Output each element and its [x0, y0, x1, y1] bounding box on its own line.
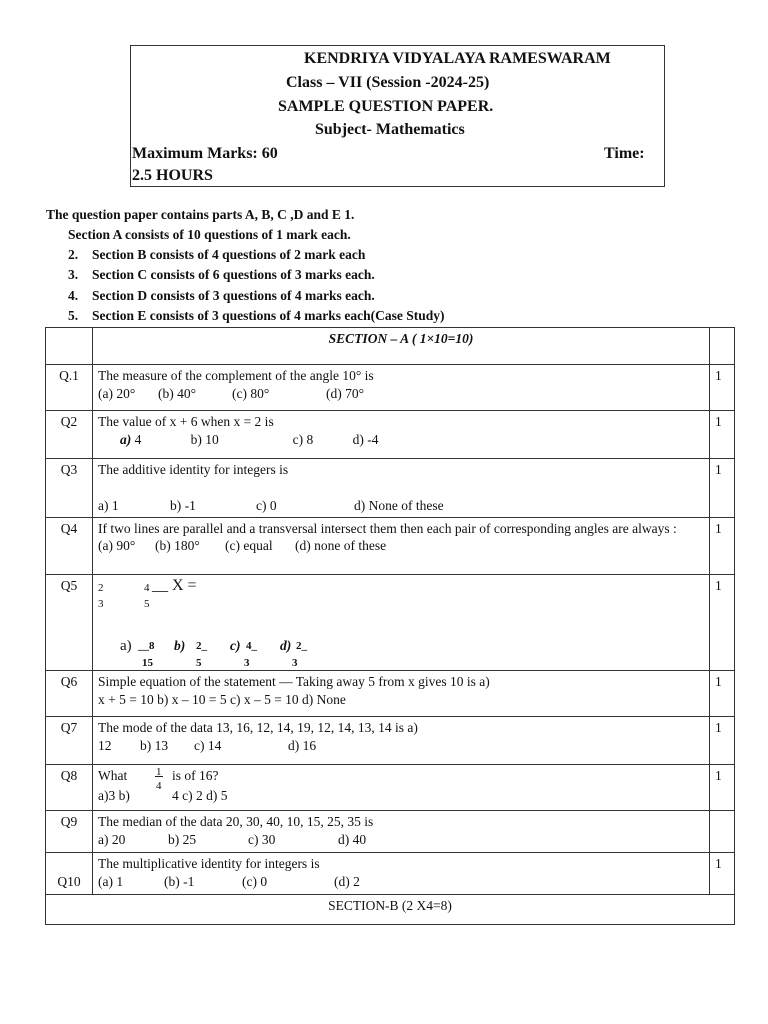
question-marks: 1 [710, 765, 735, 811]
question-body [93, 717, 710, 765]
question-row [46, 518, 735, 575]
question-body [93, 411, 710, 459]
instruction-item: 5. Section E consists of 3 questions of 4 marks each(Case Study) [68, 308, 445, 323]
question-text: The median of the data 20, 30, 40, 10, 15, 25, 35 is [98, 814, 374, 829]
question-table [45, 327, 735, 925]
instruction-line-1: Section A consists of 10 questions of 1 mark each. [68, 227, 351, 242]
question-body [93, 518, 710, 575]
question-number: Q10 [46, 853, 93, 895]
question-body [93, 575, 710, 671]
question-number: Q4 [46, 518, 93, 575]
question-text: The additive identity for integers is [98, 462, 289, 477]
time-label: Time: [604, 145, 645, 162]
instruction-item: 4. Section D consists of 3 questions of 4 marks each. [68, 288, 375, 303]
question-row [46, 365, 735, 411]
question-body [93, 765, 710, 811]
class-session: Class – VII (Session -2024-25) [286, 74, 490, 91]
instruction-item: 2. Section B consists of 4 questions of 2 mark each [68, 247, 366, 262]
subject: Subject- Mathematics [315, 121, 465, 138]
paper-header [130, 45, 665, 187]
question-marks: 1 [710, 671, 735, 717]
question-marks: 1 [710, 411, 735, 459]
fraction-question: 2 4 __ X = 3 5 a) __8 15 b) 2_ 5 c) 4_ 3 d) 2_ 3 [98, 577, 307, 669]
question-row [46, 853, 735, 895]
question-number: Q6 [46, 671, 93, 717]
question-body [93, 365, 710, 411]
question-number: Q5 [46, 575, 93, 671]
paper-title: SAMPLE QUESTION PAPER. [278, 98, 494, 115]
fraction-question: What 1 4 is of 16? a)3 b) 4 c) 2 d) 5 [98, 766, 228, 803]
duration: 2.5 HOURS [132, 167, 213, 184]
question-marks [710, 811, 735, 853]
question-body [93, 459, 710, 518]
question-row [46, 459, 735, 518]
question-marks: 1 [710, 459, 735, 518]
question-marks: 1 [710, 717, 735, 765]
section-b-row [46, 895, 735, 925]
question-number: Q9 [46, 811, 93, 853]
question-text: The value of x + 6 when x = 2 is [98, 414, 274, 429]
question-options: a) 20 b) 25 c) 30 d) 40 [98, 832, 367, 847]
question-row [46, 765, 735, 811]
max-marks: Maximum Marks: 60 [132, 145, 278, 162]
question-text: The mode of the data 13, 16, 12, 14, 19, 12, 14, 13, 14 is a) [98, 720, 418, 735]
instructions-intro: The question paper contains parts A, B, C ,D and E 1. [46, 207, 355, 222]
school-name: KENDRIYA VIDYALAYA RAMESWARAM [304, 50, 611, 67]
question-row [46, 717, 735, 765]
question-number: Q.1 [46, 365, 93, 411]
question-number: Q2 [46, 411, 93, 459]
question-options: x + 5 = 10 b) x – 10 = 5 c) x – 5 = 10 d) None [98, 692, 346, 707]
question-number: Q3 [46, 459, 93, 518]
question-marks: 1 [710, 853, 735, 895]
question-row [46, 811, 735, 853]
section-b-title: SECTION-B (2 X4=8) [46, 895, 735, 925]
question-marks: 1 [710, 518, 735, 575]
question-marks: 1 [710, 365, 735, 411]
question-body [93, 671, 710, 717]
question-number: Q7 [46, 717, 93, 765]
question-marks: 1 [710, 575, 735, 671]
question-body [93, 811, 710, 853]
section-a-row [46, 328, 735, 365]
question-text: Simple equation of the statement — Taking away 5 from x gives 10 is a) [98, 674, 490, 689]
question-text: The multiplicative identity for integers is [98, 856, 320, 871]
question-options: a) 4 b) 10 c) 8 d) -4 [120, 432, 379, 447]
question-row [46, 411, 735, 459]
question-text: If two lines are parallel and a transversal intersect them then each pair of corresponding angles are always : [98, 521, 677, 536]
question-body [93, 853, 710, 895]
section-a-title: SECTION – A ( 1×10=10) [93, 328, 710, 365]
question-row [46, 575, 735, 671]
question-options: (a) 90° (b) 180° (c) equal (d) none of these [98, 538, 387, 553]
question-options: (a) 20° (b) 40° (c) 80° (d) 70° [98, 386, 365, 401]
question-text: The measure of the complement of the angle 10° is [98, 368, 374, 383]
question-number: Q8 [46, 765, 93, 811]
question-row [46, 671, 735, 717]
question-options: a) 1 b) -1 c) 0 d) None of these [98, 498, 444, 513]
instruction-item: 3. Section C consists of 6 questions of 3 marks each. [68, 267, 375, 282]
question-options: (a) 1 (b) -1 (c) 0 (d) 2 [98, 874, 360, 889]
question-options: 12 b) 13 c) 14 d) 16 [98, 738, 317, 753]
